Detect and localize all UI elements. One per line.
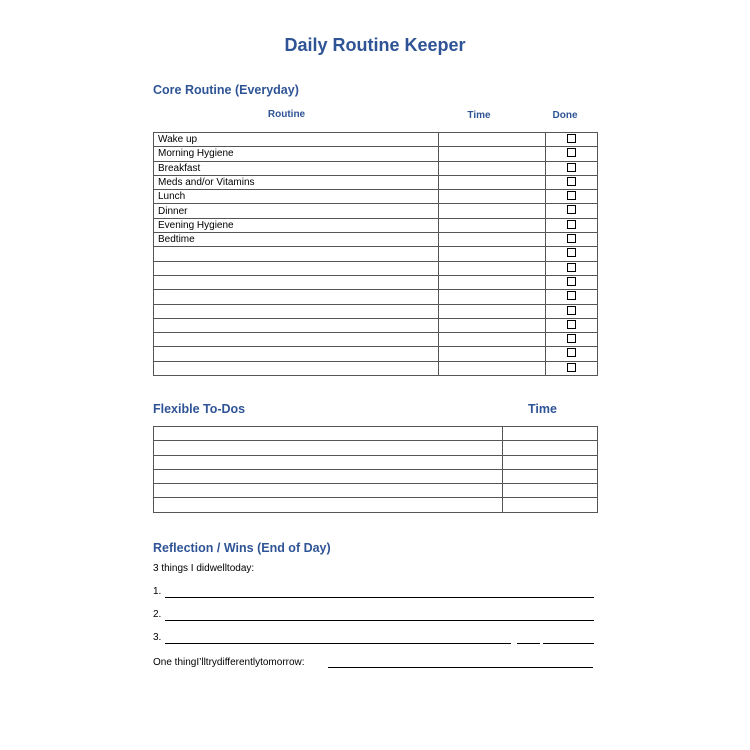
page-title: Daily Routine Keeper (284, 35, 466, 55)
todo-time-cell[interactable] (503, 455, 598, 469)
done-cell (546, 304, 598, 318)
done-checkbox[interactable] (567, 306, 576, 315)
done-column-header: Done (552, 110, 578, 121)
core-routine-row (154, 261, 598, 275)
time-cell[interactable] (439, 261, 546, 275)
time-cell[interactable] (439, 275, 546, 289)
done-checkbox[interactable] (567, 177, 576, 186)
todo-time-cell[interactable] (503, 484, 598, 498)
try-differently-line[interactable] (328, 667, 593, 668)
done-cell (546, 347, 598, 361)
todo-time-cell[interactable] (503, 441, 598, 455)
done-cell (546, 175, 598, 189)
core-routine-row (154, 218, 598, 232)
done-cell (546, 261, 598, 275)
reflection-item-3-number: 3. (153, 632, 162, 643)
done-cell (546, 204, 598, 218)
flexible-todos-table (153, 426, 598, 513)
core-routine-row (154, 361, 598, 375)
time-column-header: Time (467, 110, 491, 121)
routine-cell[interactable] (154, 318, 439, 332)
routine-cell[interactable]: Bedtime (154, 233, 439, 247)
done-checkbox[interactable] (567, 363, 576, 372)
done-checkbox[interactable] (567, 291, 576, 300)
time-cell[interactable] (439, 204, 546, 218)
done-checkbox[interactable] (567, 148, 576, 157)
done-checkbox[interactable] (567, 277, 576, 286)
routine-cell[interactable]: Evening Hygiene (154, 218, 439, 232)
flexible-todo-row (154, 427, 598, 441)
core-routine-row (154, 147, 598, 161)
time-cell[interactable] (439, 361, 546, 375)
done-cell (546, 275, 598, 289)
time-cell[interactable] (439, 290, 546, 304)
done-cell (546, 233, 598, 247)
time-cell[interactable] (439, 233, 546, 247)
routine-column-header: Routine (267, 109, 306, 120)
done-checkbox[interactable] (567, 248, 576, 257)
core-routine-row (154, 290, 598, 304)
done-cell (546, 247, 598, 261)
time-cell[interactable] (439, 347, 546, 361)
reflection-item-1-number: 1. (153, 586, 162, 597)
done-checkbox[interactable] (567, 320, 576, 329)
time-cell[interactable] (439, 218, 546, 232)
done-cell (546, 218, 598, 232)
routine-cell[interactable]: Meds and/or Vitamins (154, 175, 439, 189)
done-checkbox[interactable] (567, 263, 576, 272)
todo-cell[interactable] (154, 455, 503, 469)
time-cell[interactable] (439, 304, 546, 318)
done-checkbox[interactable] (567, 205, 576, 214)
done-cell (546, 161, 598, 175)
flexible-todo-row (154, 455, 598, 469)
reflection-item-2-number: 2. (153, 609, 162, 620)
routine-cell[interactable]: Lunch (154, 190, 439, 204)
routine-cell[interactable]: Breakfast (154, 161, 439, 175)
reflection-heading: Reflection / Wins (End of Day) (153, 541, 331, 555)
core-routine-row (154, 333, 598, 347)
reflection-line-3a[interactable] (165, 643, 511, 644)
core-routine-row (154, 190, 598, 204)
time-cell[interactable] (439, 133, 546, 147)
todo-time-cell[interactable] (503, 427, 598, 441)
todo-cell[interactable] (154, 441, 503, 455)
routine-cell[interactable] (154, 275, 439, 289)
core-routine-row (154, 204, 598, 218)
routine-cell[interactable]: Wake up (154, 133, 439, 147)
reflection-line-3b[interactable] (517, 643, 540, 644)
three-things-prompt: 3 things I didwelltoday: (153, 563, 255, 574)
done-cell (546, 333, 598, 347)
routine-cell[interactable] (154, 304, 439, 318)
core-routine-row (154, 233, 598, 247)
routine-cell[interactable] (154, 261, 439, 275)
core-routine-row (154, 133, 598, 147)
core-routine-row (154, 161, 598, 175)
flexible-todo-row (154, 498, 598, 512)
done-cell (546, 133, 598, 147)
try-differently-prompt: One thingI’lltrydifferentlytomorrow: (153, 657, 305, 668)
routine-cell[interactable] (154, 290, 439, 304)
time-cell[interactable] (439, 333, 546, 347)
time-cell[interactable] (439, 175, 546, 189)
done-checkbox[interactable] (567, 334, 576, 343)
core-routine-row (154, 247, 598, 261)
flexible-todo-row (154, 484, 598, 498)
todo-time-cell[interactable] (503, 498, 598, 512)
reflection-line-2[interactable] (165, 620, 594, 621)
core-routine-table (153, 132, 598, 376)
done-checkbox[interactable] (567, 163, 576, 172)
done-cell (546, 361, 598, 375)
done-checkbox[interactable] (567, 234, 576, 243)
reflection-line-3c[interactable] (543, 643, 594, 644)
reflection-line-1[interactable] (165, 597, 594, 598)
done-cell (546, 290, 598, 304)
done-checkbox[interactable] (567, 191, 576, 200)
routine-cell[interactable] (154, 361, 439, 375)
done-checkbox[interactable] (567, 348, 576, 357)
done-cell (546, 318, 598, 332)
core-routine-row (154, 275, 598, 289)
done-checkbox[interactable] (567, 220, 576, 229)
time-cell[interactable] (439, 147, 546, 161)
todo-time-cell[interactable] (503, 469, 598, 483)
routine-cell[interactable] (154, 347, 439, 361)
time-cell[interactable] (439, 247, 546, 261)
time-cell[interactable] (439, 190, 546, 204)
flexible-todo-row (154, 469, 598, 483)
core-routine-row (154, 175, 598, 189)
time-cell[interactable] (439, 161, 546, 175)
todo-cell[interactable] (154, 484, 503, 498)
core-routine-row (154, 318, 598, 332)
core-routine-heading: Core Routine (Everyday) (153, 83, 299, 97)
time-cell[interactable] (439, 318, 546, 332)
todo-cell[interactable] (154, 469, 503, 483)
routine-cell[interactable] (154, 247, 439, 261)
todo-cell[interactable] (154, 427, 503, 441)
routine-cell[interactable]: Morning Hygiene (154, 147, 439, 161)
done-checkbox[interactable] (567, 134, 576, 143)
flexible-todos-heading: Flexible To-Dos (153, 402, 246, 416)
core-routine-row (154, 347, 598, 361)
todo-cell[interactable] (154, 498, 503, 512)
flexible-time-header: Time (528, 402, 557, 416)
done-cell (546, 147, 598, 161)
core-routine-row (154, 304, 598, 318)
done-cell (546, 190, 598, 204)
flexible-todo-row (154, 441, 598, 455)
routine-cell[interactable] (154, 333, 439, 347)
routine-cell[interactable]: Dinner (154, 204, 439, 218)
